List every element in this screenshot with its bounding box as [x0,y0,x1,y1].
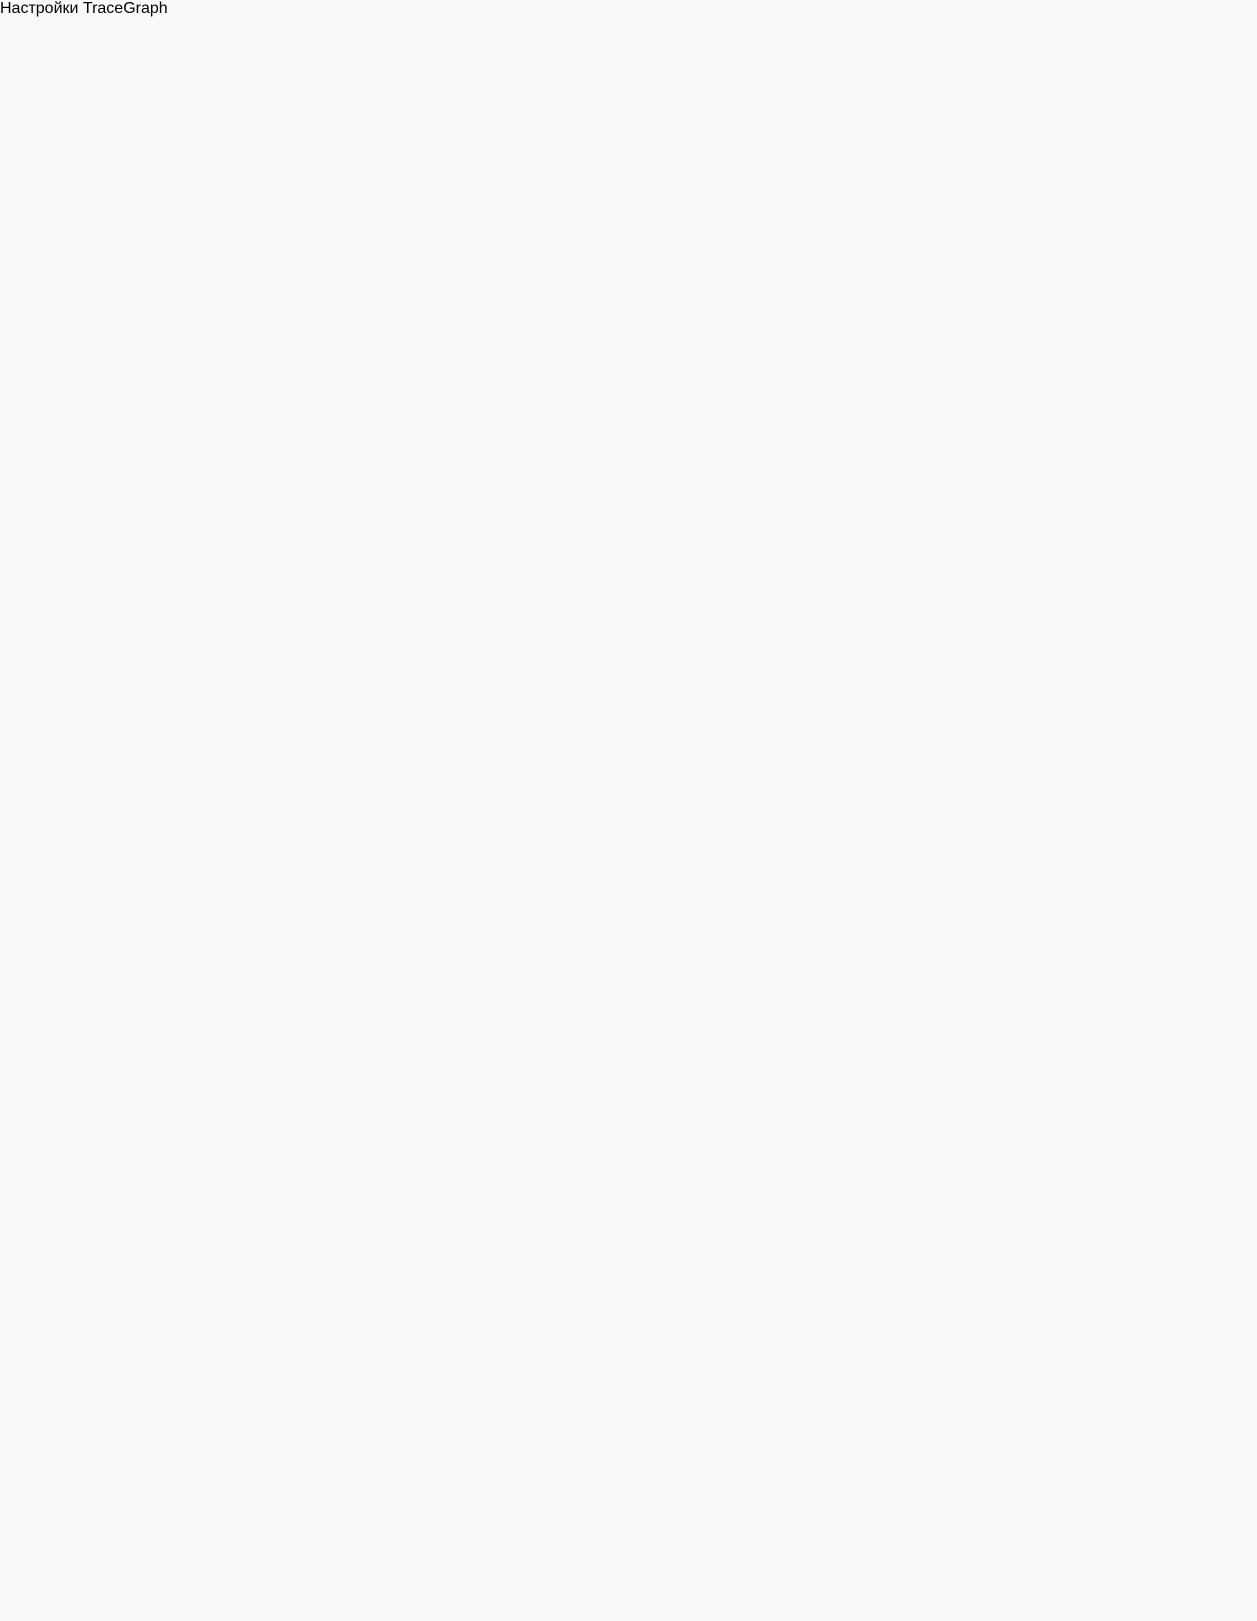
window-title: Настройки TraceGraph [0,0,168,17]
